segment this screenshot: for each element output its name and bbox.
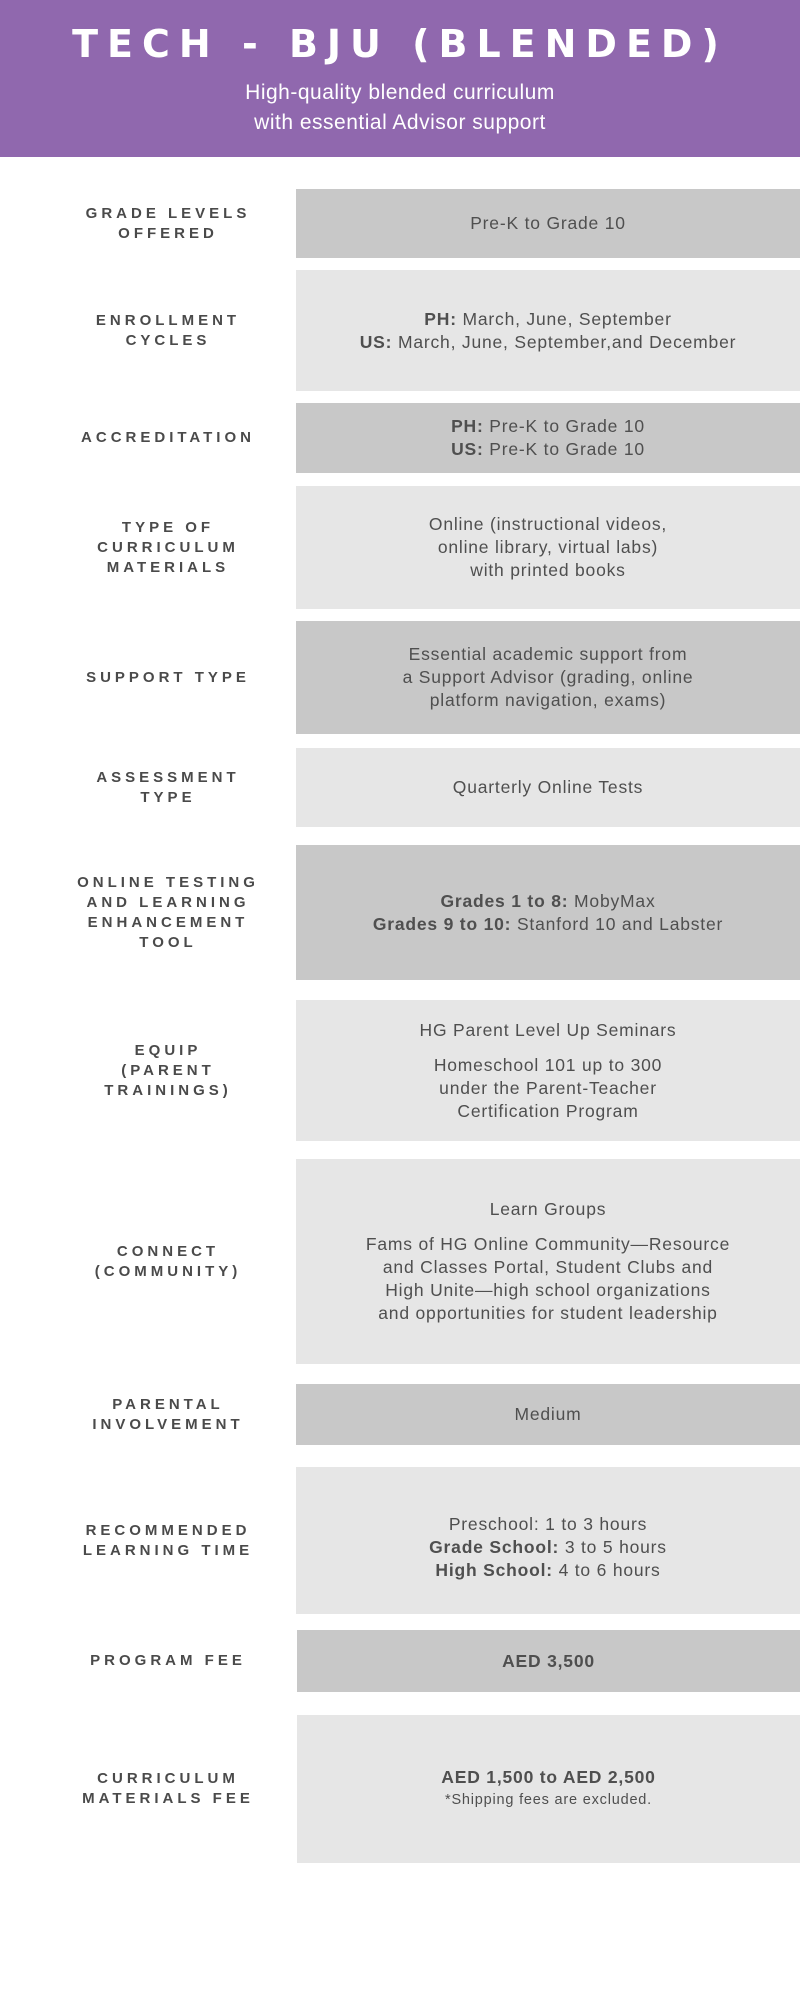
row-value [296, 189, 800, 258]
ph-label: PH: [451, 416, 484, 436]
value-text: Quarterly Online Tests [452, 777, 644, 797]
row-label: ENROLLMENT CYCLES [95, 311, 241, 349]
value-text: Essential academic support from a Support Advisor (grading, online platform navigation, exams) [402, 644, 694, 710]
row-label: ONLINE TESTING AND LEARNING ENHANCEMENT TOOL [77, 873, 259, 951]
us-label: US: [359, 331, 393, 352]
row-value [296, 1467, 800, 1614]
row-value [296, 403, 800, 473]
value-line-1: Learn Groups [489, 1199, 607, 1219]
row-value [296, 1384, 800, 1445]
row-label: ACCREDITATION [81, 429, 255, 446]
value-note: *Shipping fees are excluded. [445, 1792, 652, 1808]
value-text: AED 1,500 to AED 2,500 [441, 1767, 656, 1787]
us-value: Pre-K to Grade 10 [483, 439, 645, 459]
row-grade-levels [0, 189, 800, 258]
row-learning-time [0, 1467, 800, 1614]
grades-9-10-label: Grades 9 to 10: [372, 913, 512, 934]
ph-label: PH: [424, 308, 457, 329]
grades-9-10-value: Stanford 10 and Labster [511, 913, 724, 934]
row-label: TYPE OF CURRICULUM MATERIALS [97, 518, 239, 576]
row-equip [0, 1000, 800, 1141]
row-label: GRADE LEVELS OFFERED [85, 204, 251, 242]
row-parental-involvement [0, 1384, 800, 1445]
preschool-line: Preschool: 1 to 3 hours [448, 1514, 648, 1534]
row-label: RECOMMENDED LEARNING TIME [82, 1521, 254, 1559]
row-label: ASSESSMENT TYPE [96, 768, 240, 806]
us-label: US: [451, 439, 484, 459]
row-value [296, 1000, 800, 1141]
grades-1-8-value: MobyMax [568, 890, 656, 911]
row-label: CURRICULUM MATERIALS FEE [82, 1770, 254, 1807]
row-value [297, 1630, 800, 1692]
page-title: TECH - BJU (BLENDED) [72, 22, 728, 66]
subtitle-line-2: with essential Advisor support [254, 111, 546, 134]
row-curriculum-materials [0, 486, 800, 609]
row-value [296, 486, 800, 609]
row-connect [0, 1159, 800, 1364]
ph-value: Pre-K to Grade 10 [483, 416, 645, 436]
high-school-value: 4 to 6 hours [552, 1560, 661, 1580]
row-support-type [0, 621, 800, 734]
row-materials-fee [0, 1715, 800, 1863]
value-text: Medium [514, 1404, 582, 1424]
value-line-2: Homeschool 101 up to 300 under the Parent-Teacher Certification Program [433, 1054, 663, 1121]
header-banner [0, 0, 800, 157]
row-enrollment-cycles [0, 270, 800, 391]
row-value [296, 1159, 800, 1364]
row-value [296, 270, 800, 391]
row-value [296, 748, 800, 827]
grade-school-value: 3 to 5 hours [559, 1537, 667, 1557]
subtitle-line-1: High-quality blended curriculum [245, 81, 555, 104]
row-value [296, 621, 800, 734]
row-assessment-type [0, 748, 800, 827]
grades-1-8-label: Grades 1 to 8: [440, 890, 569, 911]
row-label: PROGRAM FEE [90, 1652, 246, 1669]
value-line-1: HG Parent Level Up Seminars [419, 1019, 677, 1040]
row-value [296, 845, 800, 980]
row-label: SUPPORT TYPE [86, 668, 250, 686]
value-text: AED 3,500 [502, 1650, 595, 1671]
high-school-label: High School: [435, 1560, 553, 1580]
value-text: Online (instructional videos, online library, virtual labs) with printed books [428, 514, 668, 580]
row-value [297, 1715, 800, 1863]
page-subtitle [0, 78, 800, 138]
value-line-2: Fams of HG Online Community—Resource and Classes Portal, Student Clubs and High Unite—high school organizations and opportunities for student leadership [365, 1234, 731, 1323]
row-program-fee [0, 1630, 800, 1692]
grade-school-label: Grade School: [429, 1537, 560, 1557]
value-text: Pre-K to Grade 10 [470, 213, 626, 233]
row-label: EQUIP (PARENT TRAININGS) [104, 1041, 232, 1099]
us-value: March, June, September,and December [392, 331, 737, 352]
row-accreditation [0, 403, 800, 473]
row-online-testing [0, 845, 800, 980]
row-label: CONNECT (COMMUNITY) [94, 1242, 242, 1280]
ph-value: March, June, September [456, 308, 672, 329]
row-label: PARENTAL INVOLVEMENT [92, 1395, 244, 1433]
